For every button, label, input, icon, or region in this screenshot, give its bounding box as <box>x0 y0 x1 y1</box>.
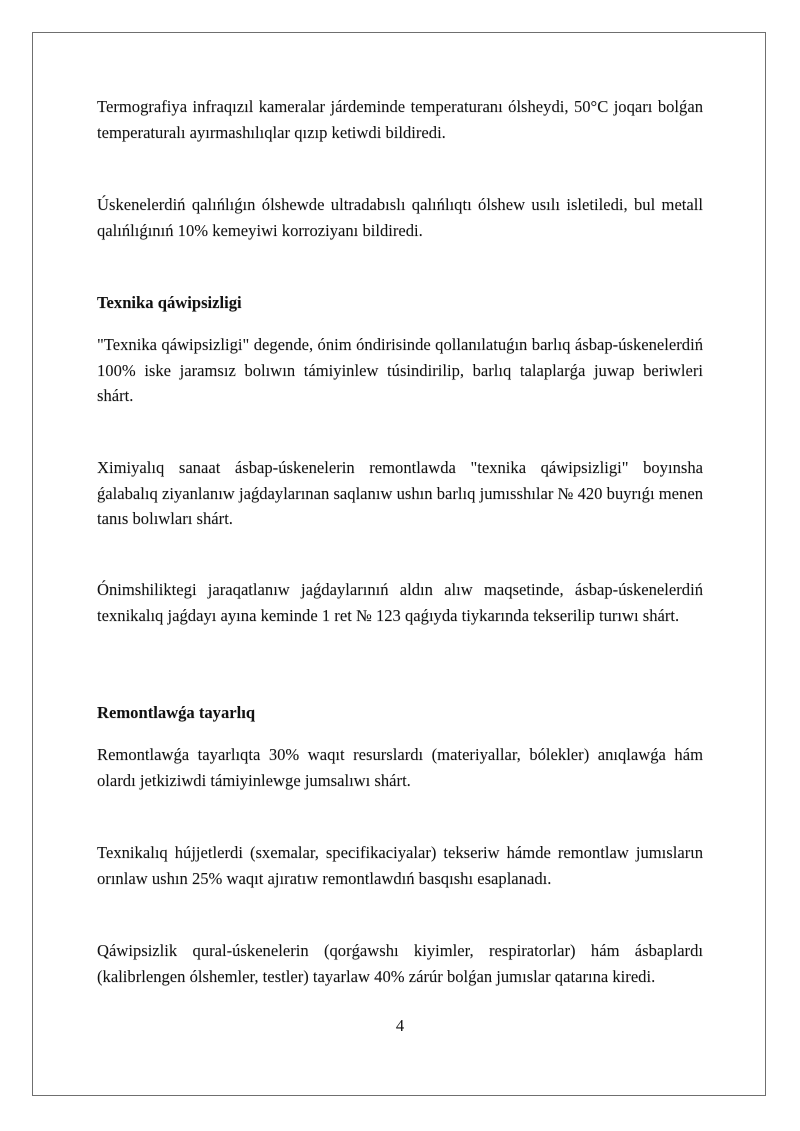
paragraph-technical-safety-definition: "Texnika qáwipsizligi" degende, ónim óndirisinde qollanılatuǵın barlıq ásbap-úskenelerdiń 100% iske jaramsız bolıwın támiyinlew túsindirilip, barlıq talaplarǵa juwap beriwleri shárt. <box>97 335 703 405</box>
paragraph-documents-25: Texnikalıq hújjetlerdi (sxemalar, specifikaciyalar) tekseriw hámde remontlaw jumıslarɩn orınlaw ushın 25% waqıt ajıratıw remontlawdıń basqıshı esaplanadı. <box>97 843 703 888</box>
paragraph-order-420: Ximiyalıq sanaat ásbap-úskenelerin remontlawda "texnika qáwipsizligi" boyınsha ǵalabalıq ziyanlanıw jaǵdaylarınan saqlanıw ushın barlıq jumısshılar № 420 buyrıǵı menen tanıs bolıwları shárt. <box>97 458 703 528</box>
section-heading-repair-preparation: Remontlawǵa tayarlıq <box>97 703 256 722</box>
paragraph-resources-30: Remontlawǵa tayarlıqta 30% waqıt resurslardı (materiyallar, bólekler) anıqlawǵa hám olardı jetkiziwdi támiyinlewge jumsalıwı shárt. <box>97 745 703 790</box>
paragraph-thermography: Termografiya infraqızıl kameralar járdeminde temperaturanı ólsheydi, 50°C joqarı bolǵan temperaturalı ayırmashılıqlar qızıp ketiwdi bildiredi. <box>97 97 703 142</box>
paragraph-ultrasonic-thickness: Úskenelerdiń qalıńlıǵın ólshewde ultradabıslı qalıńlıqtı ólshew usılı isletiledi, bul metall qalıńlıǵınıń 10% kemeyiwi korroziyanı bildiredi. <box>97 195 703 240</box>
paragraph-safety-equipment-40: Qáwipsizlik qural-úskenelerin (qorǵawshı kiyimler, respiratorlar) hám ásbaplardı (kalibrlengen ólshemler, testler) tayarlaw 40% zárúr bolǵan jumıslar qatarına kiredi. <box>97 941 703 986</box>
section-heading-technical-safety: Texnika qáwipsizligi <box>97 293 242 312</box>
paragraph-monthly-inspection: Ónimshiliktegi jaraqatlanıw jaǵdaylarınıń aldın alıw maqsetinde, ásbap-úskenelerdiń texnikalıq jaǵdayı ayına keminde 1 ret № 123 qaǵıyda tiykarında tekserilip turıwı shárt. <box>97 580 703 625</box>
page-number: 4 <box>395 1016 405 1035</box>
